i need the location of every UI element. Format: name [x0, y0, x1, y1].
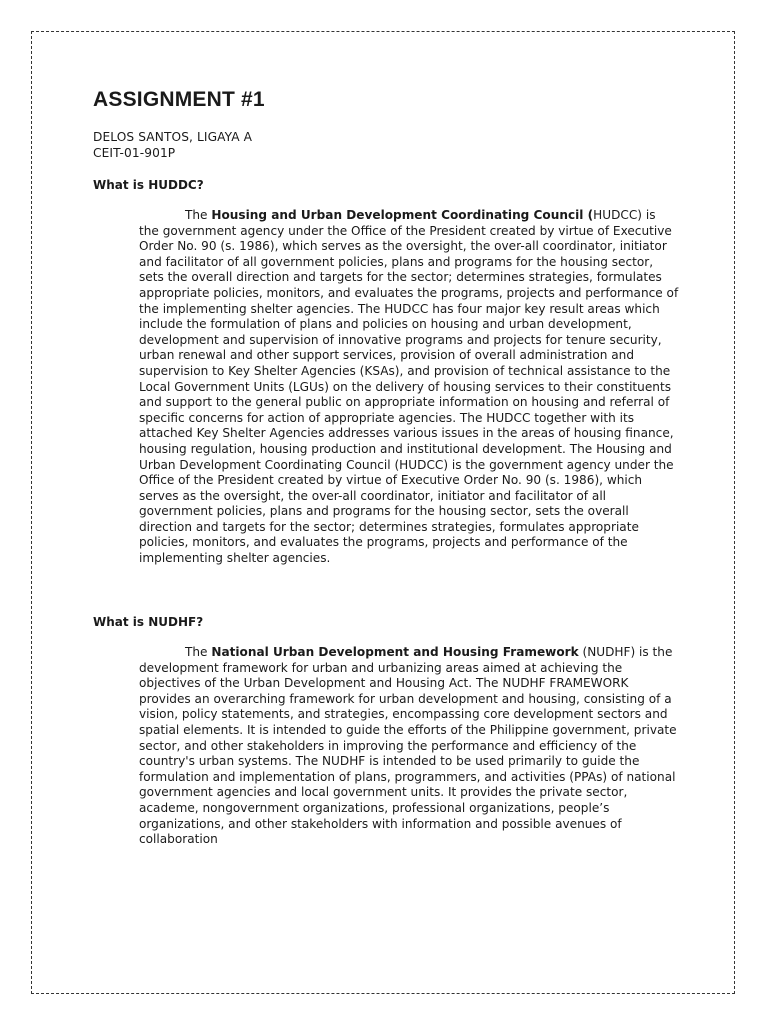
paragraph-lead: The — [185, 645, 212, 659]
course-section: CEIT-01-901P — [93, 146, 176, 160]
paragraph-body: (NUDHF) is the development framework for urban and urbanizing areas aimed at achieving the objectives of the Urban Development and Housing Act. The NUDHF FRAMEWORK provides an overarching framework for urban development and housing, consisting of a vision, policy statements, and strategies, encompassing core development sectors and spatial elements. It is intended to guide the efforts of the Philippine government, private sector, and other stakeholders in improving the performance and efficiency of the country's urban systems. The NUDHF is intended to be used primarily to guide the formulation and implementation of plans, programmers, and activities (PPAs) of national government agencies and local government units. It provides the private sector, academe, nongovernment organizations, professional organizations, people’s organizations, and other stakeholders with information and possible avenues of collaboration — [139, 645, 677, 847]
question-heading-nudhf: What is NUDHF? — [93, 615, 204, 629]
paragraph-nudhf — [139, 645, 679, 848]
paragraph-huddc — [139, 208, 679, 567]
paragraph-lead: The — [185, 208, 212, 222]
author-name: DELOS SANTOS, LIGAYA A — [93, 130, 253, 144]
bold-term-nudhf: National Urban Development and Housing Framework — [211, 645, 579, 659]
paragraph-body: HUDCC) is the government agency under the Office of the President created by virtue of Executive Order No. 90 (s. 1986), which serves as the oversight, the over-all coordinator, initiator and facilitator of all government policies, plans and programs for the housing sector, sets the overall direction and targets for the sector; determines strategies, formulates appropriate policies, monitors, and evaluates the programs, projects and performance of the implementing shelter agencies. The HUDCC has four major key result areas which include the formulation of plans and policies on housing and urban development, development and supervision of innovative programs and projects for tenure security, urban renewal and other support services, provision of overall administration and supervision to Key Shelter Agencies (KSAs), and provision of technical assistance to the Local Government Units (LGUs) on the delivery of housing services to their constituents and support to the general public on appropriate information on housing and referral of specific concerns for action of appropriate agencies. The HUDCC together with its attached Key Shelter Agencies addresses various issues in the areas of housing finance, housing regulation, housing production and institutional development. The Housing and Urban Development Coordinating Council (HUDCC) is the government agency under the Office of the President created by virtue of Executive Order No. 90 (s. 1986), which serves as the oversight, the over-all coordinator, initiator and facilitator of all government policies, plans and programs for the housing sector, sets the overall direction and targets for the sector; determines strategies, formulates appropriate policies, monitors, and evaluates the programs, projects and performance of the implementing shelter agencies. — [139, 208, 679, 566]
bold-term-hudcc: Housing and Urban Development Coordinating Council ( — [211, 208, 594, 222]
document-title: ASSIGNMENT #1 — [93, 88, 265, 111]
question-heading-huddc: What is HUDDC? — [93, 178, 204, 192]
